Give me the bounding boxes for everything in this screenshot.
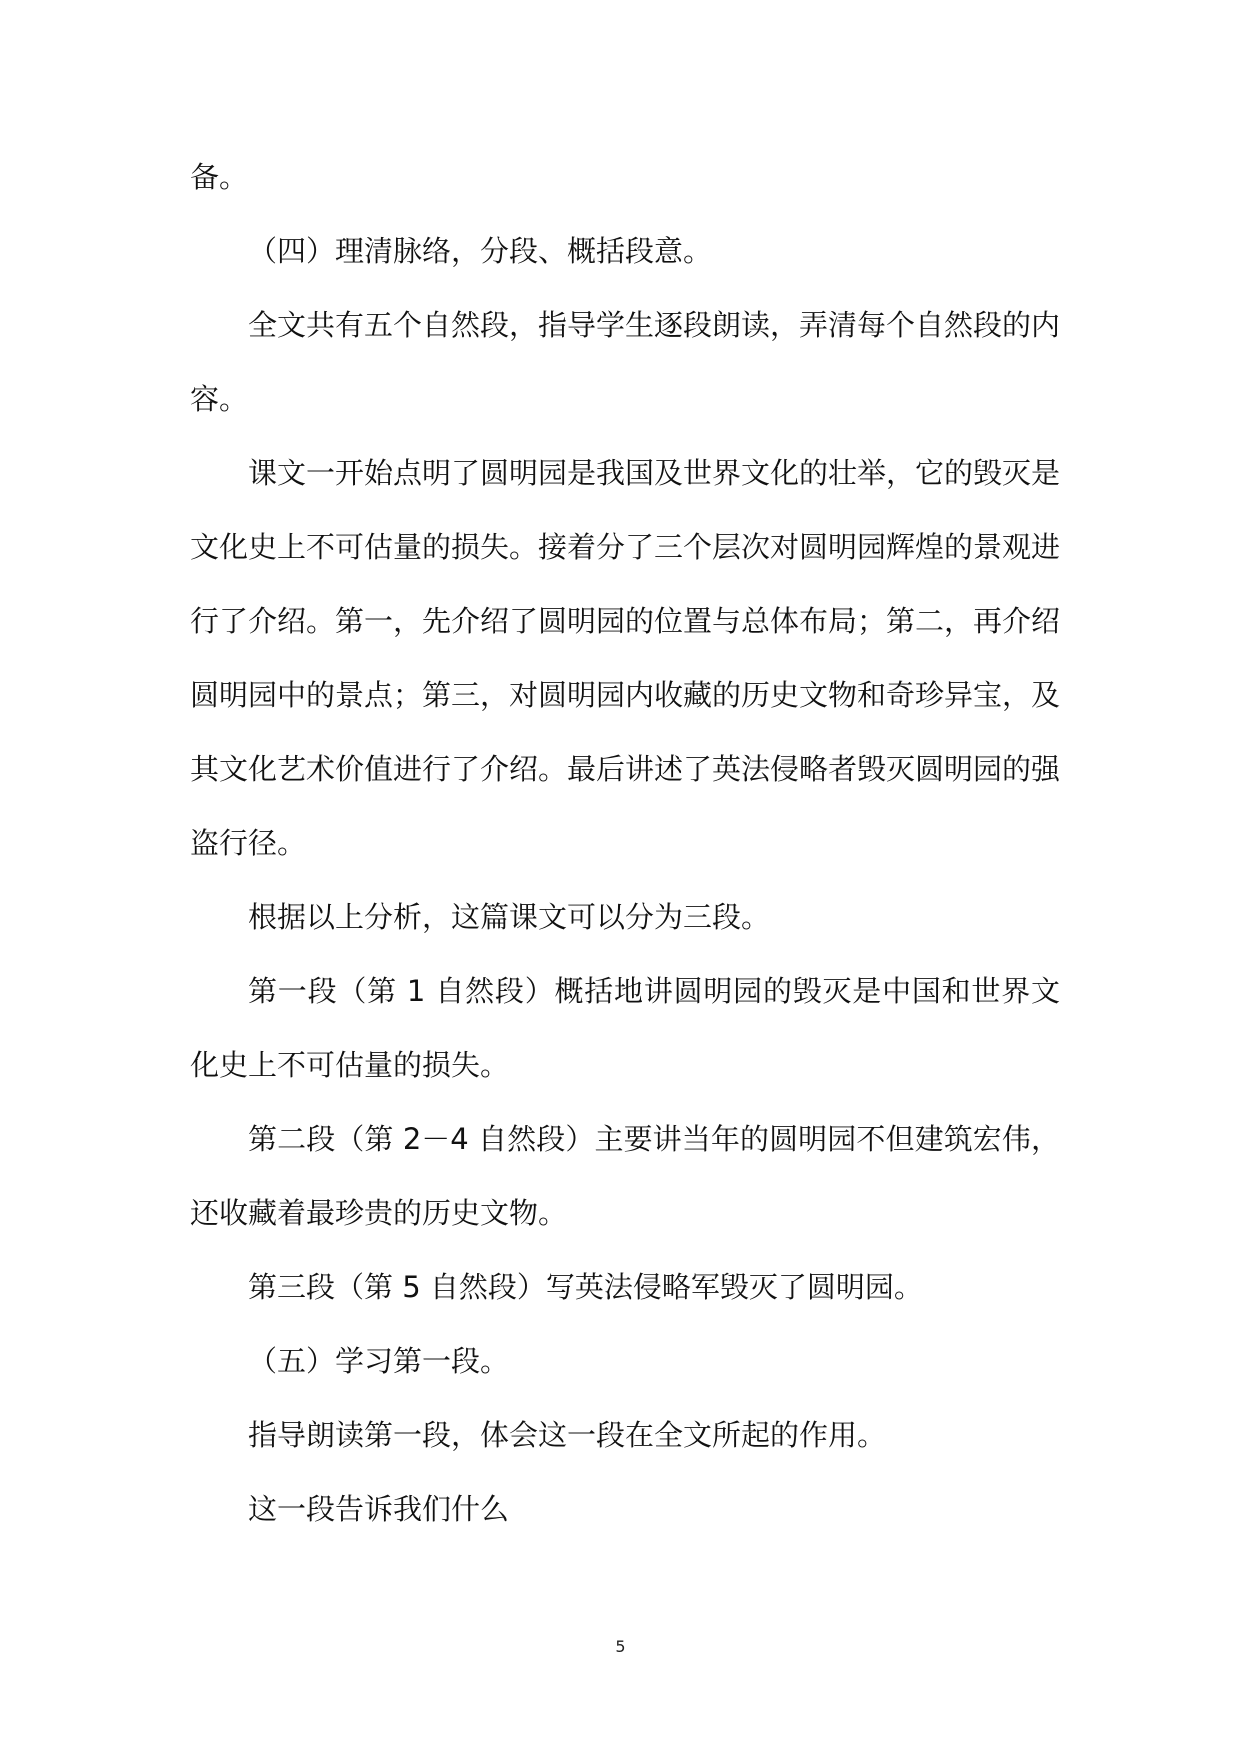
- paragraph: 全文共有五个自然段，指导学生逐段朗读，弄清每个自然段的内容。: [190, 308, 1061, 416]
- page-number: 5: [615, 1637, 626, 1656]
- paragraph: 指导朗读第一段，体会这一段在全文所起的作用。: [248, 1418, 887, 1452]
- paragraph: 根据以上分析，这篇课文可以分为三段。: [248, 900, 771, 934]
- section-heading-four: （四）理清脉络，分段、概括段意。: [248, 234, 713, 268]
- paragraph: 第三段（第 5 自然段）写英法侵略军毁灭了圆明园。: [248, 1270, 923, 1304]
- paragraph: 第二段（第 2－4 自然段）主要讲当年的圆明园不但建筑宏伟，还收藏着最珍贵的历史文物。: [190, 1122, 1060, 1230]
- body-text: [190, 140, 1060, 1546]
- paragraph: 第一段（第 1 自然段）概括地讲圆明园的毁灭是中国和世界文化史上不可估量的损失。: [190, 974, 1060, 1082]
- section-heading-five: （五）学习第一段。: [248, 1344, 510, 1378]
- paragraph: 这一段告诉我们什么: [248, 1492, 510, 1526]
- paragraph-continuation: 备。: [190, 160, 249, 194]
- paragraph: 课文一开始点明了圆明园是我国及世界文化的壮举，它的毁灭是文化史上不可估量的损失。接着分了三个层次对圆明园辉煌的景观进行了介绍。第一，先介绍了圆明园的位置与总体布局；第二，再介绍圆明园中的景点；第三，对圆明园内收藏的历史文物和奇珍异宝，及其文化艺术价值进行了介绍。最后讲述了英法侵略者毁灭圆明园的强盗行径。: [190, 456, 1061, 860]
